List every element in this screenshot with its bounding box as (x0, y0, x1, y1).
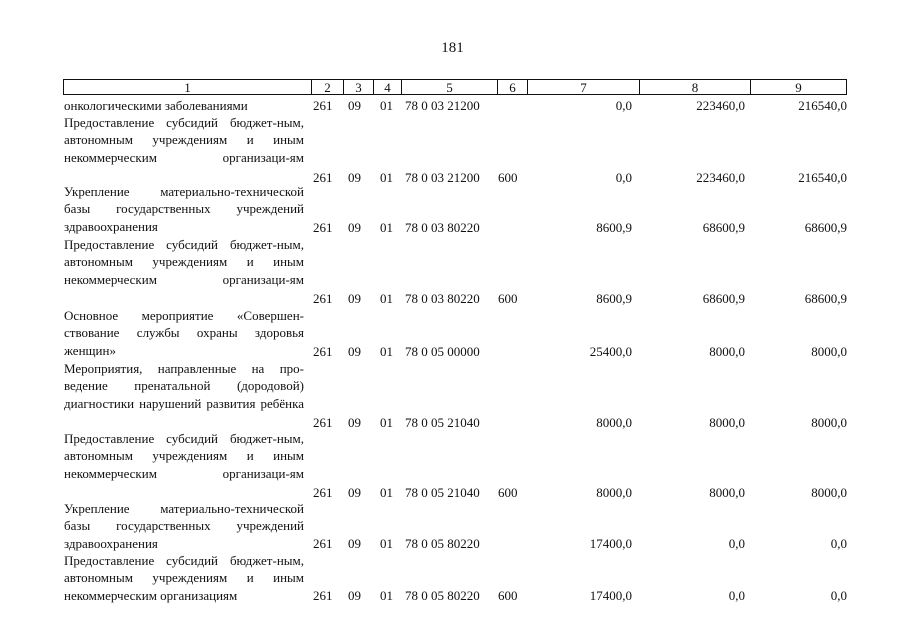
row-col9-value: 8000,0 (811, 344, 847, 359)
row-col7-value: 0,0 (615, 170, 632, 185)
row-section: 09 (348, 415, 361, 430)
row-code: 261 (313, 291, 333, 306)
row-description: Укрепление материально-технической базы государственных учреждений здравоохранения (64, 184, 304, 234)
header-col-7: 7 (528, 80, 640, 94)
row-section: 09 (348, 536, 361, 551)
row-code: 261 (313, 588, 333, 603)
row-target-code: 78 0 03 80220 (405, 291, 480, 306)
row-col8-value: 8000,0 (709, 485, 745, 500)
row-code: 261 (313, 344, 333, 359)
table-header (63, 79, 847, 95)
page-number: 181 (441, 40, 464, 56)
row-col8-value: 0,0 (728, 536, 745, 551)
row-col7-value: 17400,0 (589, 536, 632, 551)
row-col7-value: 0,0 (615, 98, 632, 113)
row-subsection: 01 (380, 344, 393, 359)
row-subsection: 01 (380, 291, 393, 306)
row-expense-type: 600 (498, 588, 518, 603)
row-code: 261 (313, 485, 333, 500)
row-code: 261 (313, 98, 333, 113)
row-target-code: 78 0 05 21040 (405, 485, 480, 500)
row-target-code: 78 0 05 00000 (405, 344, 480, 359)
row-description: Предоставление субсидий бюджет-ным, автономным учреждениям и иным некоммерческим организациям (64, 553, 304, 603)
row-col9-value: 68600,9 (804, 291, 847, 306)
header-col-4: 4 (374, 80, 402, 94)
row-description: Мероприятия, направленные на про-ведение пренатальной (дородовой) диагностики нарушений развития ребёнка (64, 361, 304, 411)
row-subsection: 01 (380, 98, 393, 113)
row-section: 09 (348, 485, 361, 500)
row-col7-value: 17400,0 (589, 588, 632, 603)
header-col-6: 6 (498, 80, 528, 94)
row-section: 09 (348, 98, 361, 113)
header-col-2: 2 (312, 80, 344, 94)
row-target-code: 78 0 03 80220 (405, 220, 480, 235)
row-col8-value: 223460,0 (696, 98, 745, 113)
row-section: 09 (348, 344, 361, 359)
row-subsection: 01 (380, 588, 393, 603)
row-col9-value: 8000,0 (811, 415, 847, 430)
row-description: Предоставление субсидий бюджет-ным, автономным учреждениям и иным некоммерческим организаци-ям (64, 237, 304, 287)
row-col8-value: 68600,9 (702, 291, 745, 306)
row-col9-value: 0,0 (830, 588, 847, 603)
row-target-code: 78 0 05 80220 (405, 588, 480, 603)
header-col-8: 8 (640, 80, 751, 94)
row-expense-type: 600 (498, 485, 518, 500)
row-col8-value: 8000,0 (709, 344, 745, 359)
row-section: 09 (348, 220, 361, 235)
row-expense-type: 600 (498, 291, 518, 306)
row-col9-value: 0,0 (830, 536, 847, 551)
row-subsection: 01 (380, 415, 393, 430)
row-description: Предоставление субсидий бюджет-ным, автономным учреждениям и иным некоммерческим организаци-ям (64, 115, 304, 165)
row-col9-value: 8000,0 (811, 485, 847, 500)
row-subsection: 01 (380, 485, 393, 500)
row-target-code: 78 0 03 21200 (405, 170, 480, 185)
row-col7-value: 25400,0 (589, 344, 632, 359)
row-col7-value: 8000,0 (596, 485, 632, 500)
row-target-code: 78 0 05 80220 (405, 536, 480, 551)
row-description: Укрепление материально-технической базы государственных учреждений здравоохранения (64, 501, 304, 551)
row-code: 261 (313, 536, 333, 551)
row-target-code: 78 0 03 21200 (405, 98, 480, 113)
row-subsection: 01 (380, 220, 393, 235)
header-col-9: 9 (795, 80, 802, 95)
header-col-3: 3 (344, 80, 374, 94)
row-subsection: 01 (380, 536, 393, 551)
row-col9-value: 68600,9 (804, 220, 847, 235)
row-section: 09 (348, 291, 361, 306)
row-code: 261 (313, 415, 333, 430)
row-col9-value: 216540,0 (798, 170, 847, 185)
row-subsection: 01 (380, 170, 393, 185)
row-col8-value: 68600,9 (702, 220, 745, 235)
header-col-5: 5 (402, 80, 498, 94)
header-col-1: 1 (64, 80, 312, 94)
row-description: Предоставление субсидий бюджет-ным, автономным учреждениям и иным некоммерческим организаци-ям (64, 431, 304, 481)
row-description: Основное мероприятие «Совершен-ствование службы охраны здоровья женщин» (64, 308, 304, 358)
row-code: 261 (313, 170, 333, 185)
row-section: 09 (348, 170, 361, 185)
row-code: 261 (313, 220, 333, 235)
row-col9-value: 216540,0 (798, 98, 847, 113)
row-section: 09 (348, 588, 361, 603)
row-col7-value: 8600,9 (596, 291, 632, 306)
row-col8-value: 8000,0 (709, 415, 745, 430)
row-expense-type: 600 (498, 170, 518, 185)
row-col7-value: 8000,0 (596, 415, 632, 430)
row-description: онкологическими заболеваниями (64, 98, 248, 113)
row-target-code: 78 0 05 21040 (405, 415, 480, 430)
row-col8-value: 223460,0 (696, 170, 745, 185)
row-col8-value: 0,0 (728, 588, 745, 603)
row-col7-value: 8600,9 (596, 220, 632, 235)
